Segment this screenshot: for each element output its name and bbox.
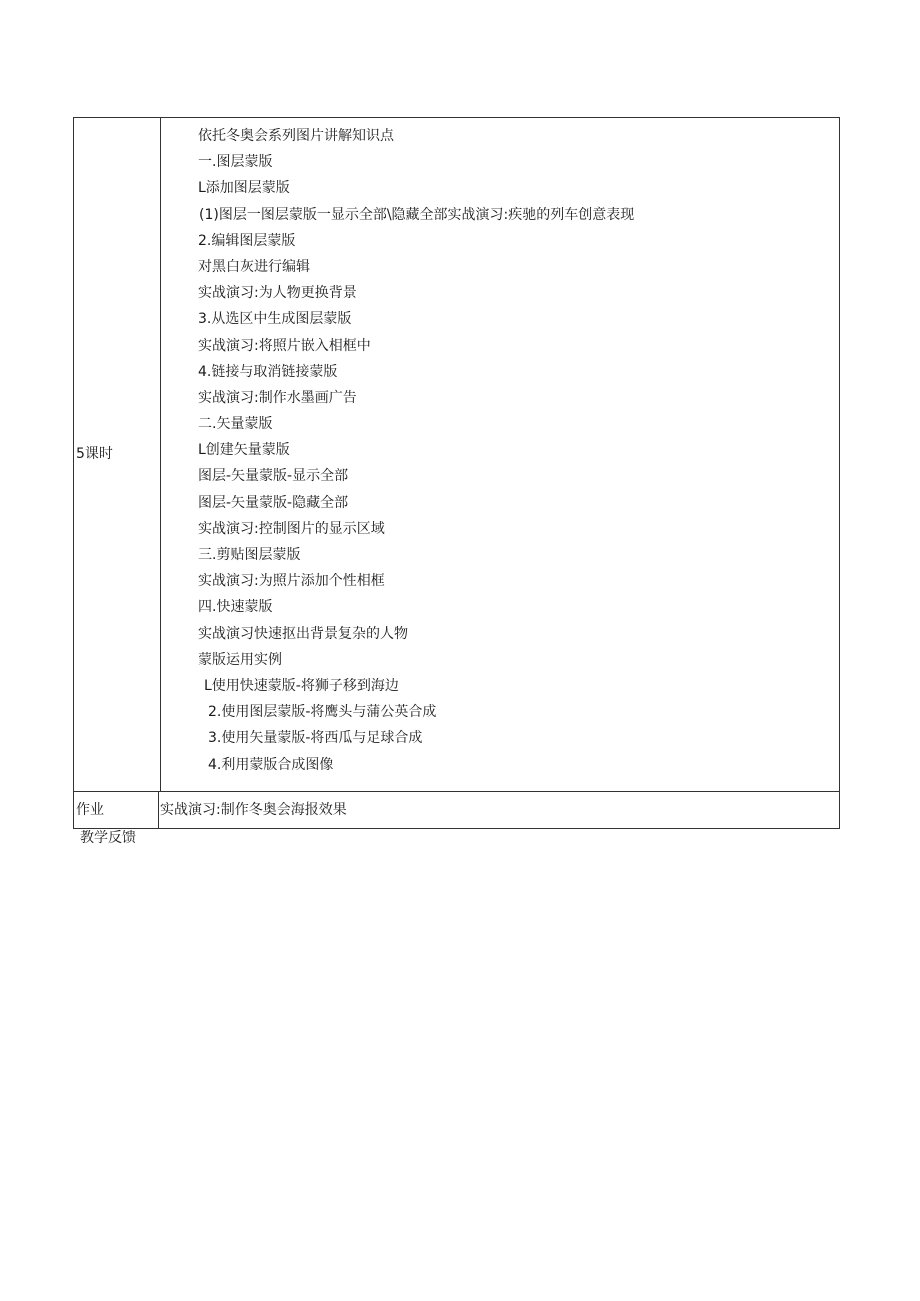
lesson-content-line: 4.链接与取消链接蒙版 (198, 363, 338, 380)
lesson-content-line: 蒙版运用实例 (198, 651, 282, 668)
lesson-content-line: 实战演习快速抠出背景复杂的人物 (198, 625, 408, 642)
lesson-content-line: L添加图层蒙版 (198, 180, 290, 197)
lesson-period-label: 5课时 (76, 446, 113, 462)
lesson-content-line: 3.使用矢量蒙版-将西瓜与足球合成 (208, 730, 423, 747)
homework-content-cell (159, 792, 839, 828)
lesson-period-cell (74, 118, 161, 791)
teaching-feedback-label: 教学反馈 (80, 830, 136, 846)
lesson-content-line: 2.使用图层蒙版-将鹰头与蒲公英合成 (208, 704, 437, 721)
homework-row (74, 792, 839, 828)
lesson-content-line: 对黑白灰进行编辑 (198, 258, 310, 275)
lesson-content-line: 实战演习:为人物更换背景 (198, 285, 357, 302)
lesson-content-cell (161, 118, 839, 791)
lesson-content-line: 三.剪贴图层蒙版 (198, 547, 301, 563)
lesson-content-line: 3.从选区中生成图层蒙版 (198, 311, 352, 328)
homework-label-cell (74, 792, 159, 828)
lesson-content-line: 实战演习:为照片添加个性相框 (198, 573, 385, 590)
lesson-content-line: 二.矢量蒙版 (198, 416, 273, 433)
lesson-content-line: 4.利用蒙版合成图像 (208, 756, 334, 773)
lesson-content-line: 四.快速蒙版 (198, 599, 273, 616)
lesson-content-line: L创建矢量蒙版 (198, 442, 290, 459)
lesson-content-line: 图层-矢量蒙版-显示全部 (198, 468, 349, 485)
lesson-content-line: 依托冬奥会系列图片讲解知识点 (198, 128, 394, 144)
lesson-content-line: 2.编辑图层蒙版 (198, 232, 296, 249)
lesson-content-list (161, 126, 839, 781)
lesson-content-line: 实战演习:控制图片的显示区域 (198, 520, 385, 537)
lesson-content-line: 图层-矢量蒙版-隐藏全部 (198, 494, 349, 511)
lesson-content-line: (1)图层一图层蒙版一显示全部\隐藏全部实战演习:疾驰的列车创意表现 (199, 206, 635, 223)
lesson-content-line: 一.图层蒙版 (198, 154, 273, 171)
homework-label: 作业 (76, 802, 104, 818)
lesson-content-line: 实战演习:制作水墨画广告 (198, 389, 357, 406)
lesson-content-row (74, 118, 839, 792)
homework-text: 实战演习:制作冬奥会海报效果 (160, 802, 347, 818)
lesson-plan-table (73, 117, 840, 829)
lesson-content-line: L使用快速蒙版-将狮子移到海边 (204, 677, 399, 694)
lesson-content-line: 实战演习:将照片嵌入相框中 (198, 337, 371, 354)
